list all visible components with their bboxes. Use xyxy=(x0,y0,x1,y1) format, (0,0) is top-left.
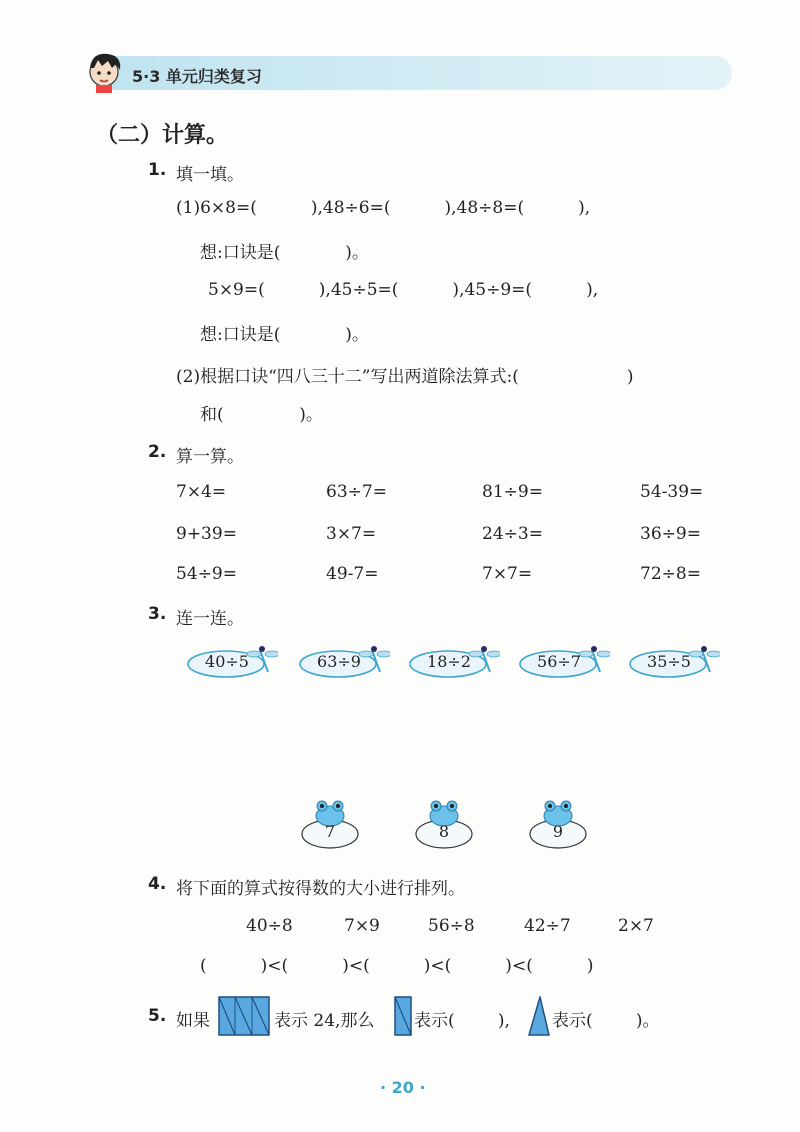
parallelogram-shape-icon xyxy=(218,996,270,1036)
frog-number: 8 xyxy=(438,822,450,841)
pill-label: 56÷7 xyxy=(537,652,581,671)
q5-part2: 表示( ), xyxy=(414,1011,510,1031)
q4-number: 4. xyxy=(148,874,167,894)
q5-prefix: 如果 xyxy=(176,1011,210,1031)
frog-lilypad[interactable] xyxy=(528,798,600,854)
q1-title: 填一填。 xyxy=(176,165,244,185)
q2-cell: 9+39= xyxy=(176,524,237,544)
q3-number: 3. xyxy=(148,604,167,624)
pill-expression[interactable] xyxy=(298,644,390,680)
strip-shape-icon xyxy=(394,996,412,1036)
pill-label: 35÷5 xyxy=(647,652,691,671)
q4-title: 将下面的算式按得数的大小进行排列。 xyxy=(176,879,465,899)
watermark-stamp xyxy=(286,1106,516,1120)
q4-expression: 40÷8 xyxy=(246,916,293,936)
q2-cell: 72÷8= xyxy=(640,564,701,584)
frog-number: 7 xyxy=(324,822,336,841)
pill-expression[interactable] xyxy=(628,644,720,680)
q2-cell: 36÷9= xyxy=(640,524,701,544)
q2-cell: 24÷3= xyxy=(482,524,543,544)
boy-avatar-icon xyxy=(82,48,128,94)
pill-expression[interactable] xyxy=(186,644,278,680)
q1-line-5: (2)根据口诀“四八三十二”写出两道除法算式:( ) xyxy=(176,367,634,387)
q1-line-3: 5×9=( ),45÷5=( ),45÷9=( ), xyxy=(208,280,599,300)
header-title: 5·3 单元归类复习 xyxy=(132,67,262,86)
q1-line-4: 想:口诀是( )。 xyxy=(200,325,369,345)
page-number: · 20 · xyxy=(380,1078,426,1097)
q1-line-1: (1)6×8=( ),48÷6=( ),48÷8=( ), xyxy=(176,198,591,218)
q5-number: 5. xyxy=(148,1006,167,1026)
q4-expression: 42÷7 xyxy=(524,916,571,936)
q2-cell: 49-7= xyxy=(326,564,379,584)
q5-part3: 表示( )。 xyxy=(552,1011,660,1031)
q2-title: 算一算。 xyxy=(176,447,244,467)
pill-label: 63÷9 xyxy=(317,652,361,671)
pill-label: 18÷2 xyxy=(427,652,471,671)
q4-expression: 2×7 xyxy=(618,916,654,936)
section-title: （二）计算。 xyxy=(96,123,229,148)
q1-number: 1. xyxy=(148,160,167,180)
q2-cell: 7×4= xyxy=(176,482,227,502)
q4-expression: 7×9 xyxy=(344,916,380,936)
q4-expression: 56÷8 xyxy=(428,916,475,936)
pill-expression[interactable] xyxy=(518,644,610,680)
pill-expression[interactable] xyxy=(408,644,500,680)
q2-cell: 81÷9= xyxy=(482,482,543,502)
q5-part1: 表示 24,那么 xyxy=(274,1011,375,1031)
frog-number: 9 xyxy=(552,822,564,841)
triangle-shape-icon xyxy=(528,996,550,1036)
pill-label: 40÷5 xyxy=(205,652,249,671)
q2-cell: 7×7= xyxy=(482,564,533,584)
q3-title: 连一连。 xyxy=(176,609,244,629)
q4-order-line: ( )<( )<( )<( )<( ) xyxy=(200,956,594,976)
q2-number: 2. xyxy=(148,442,167,462)
q2-cell: 3×7= xyxy=(326,524,377,544)
frog-lilypad[interactable] xyxy=(300,798,372,854)
q2-cell: 63÷7= xyxy=(326,482,387,502)
q2-cell: 54-39= xyxy=(640,482,704,502)
frog-lilypad[interactable] xyxy=(414,798,486,854)
q1-line-6: 和( )。 xyxy=(200,405,323,425)
q1-line-2: 想:口诀是( )。 xyxy=(200,243,369,263)
q2-cell: 54÷9= xyxy=(176,564,237,584)
